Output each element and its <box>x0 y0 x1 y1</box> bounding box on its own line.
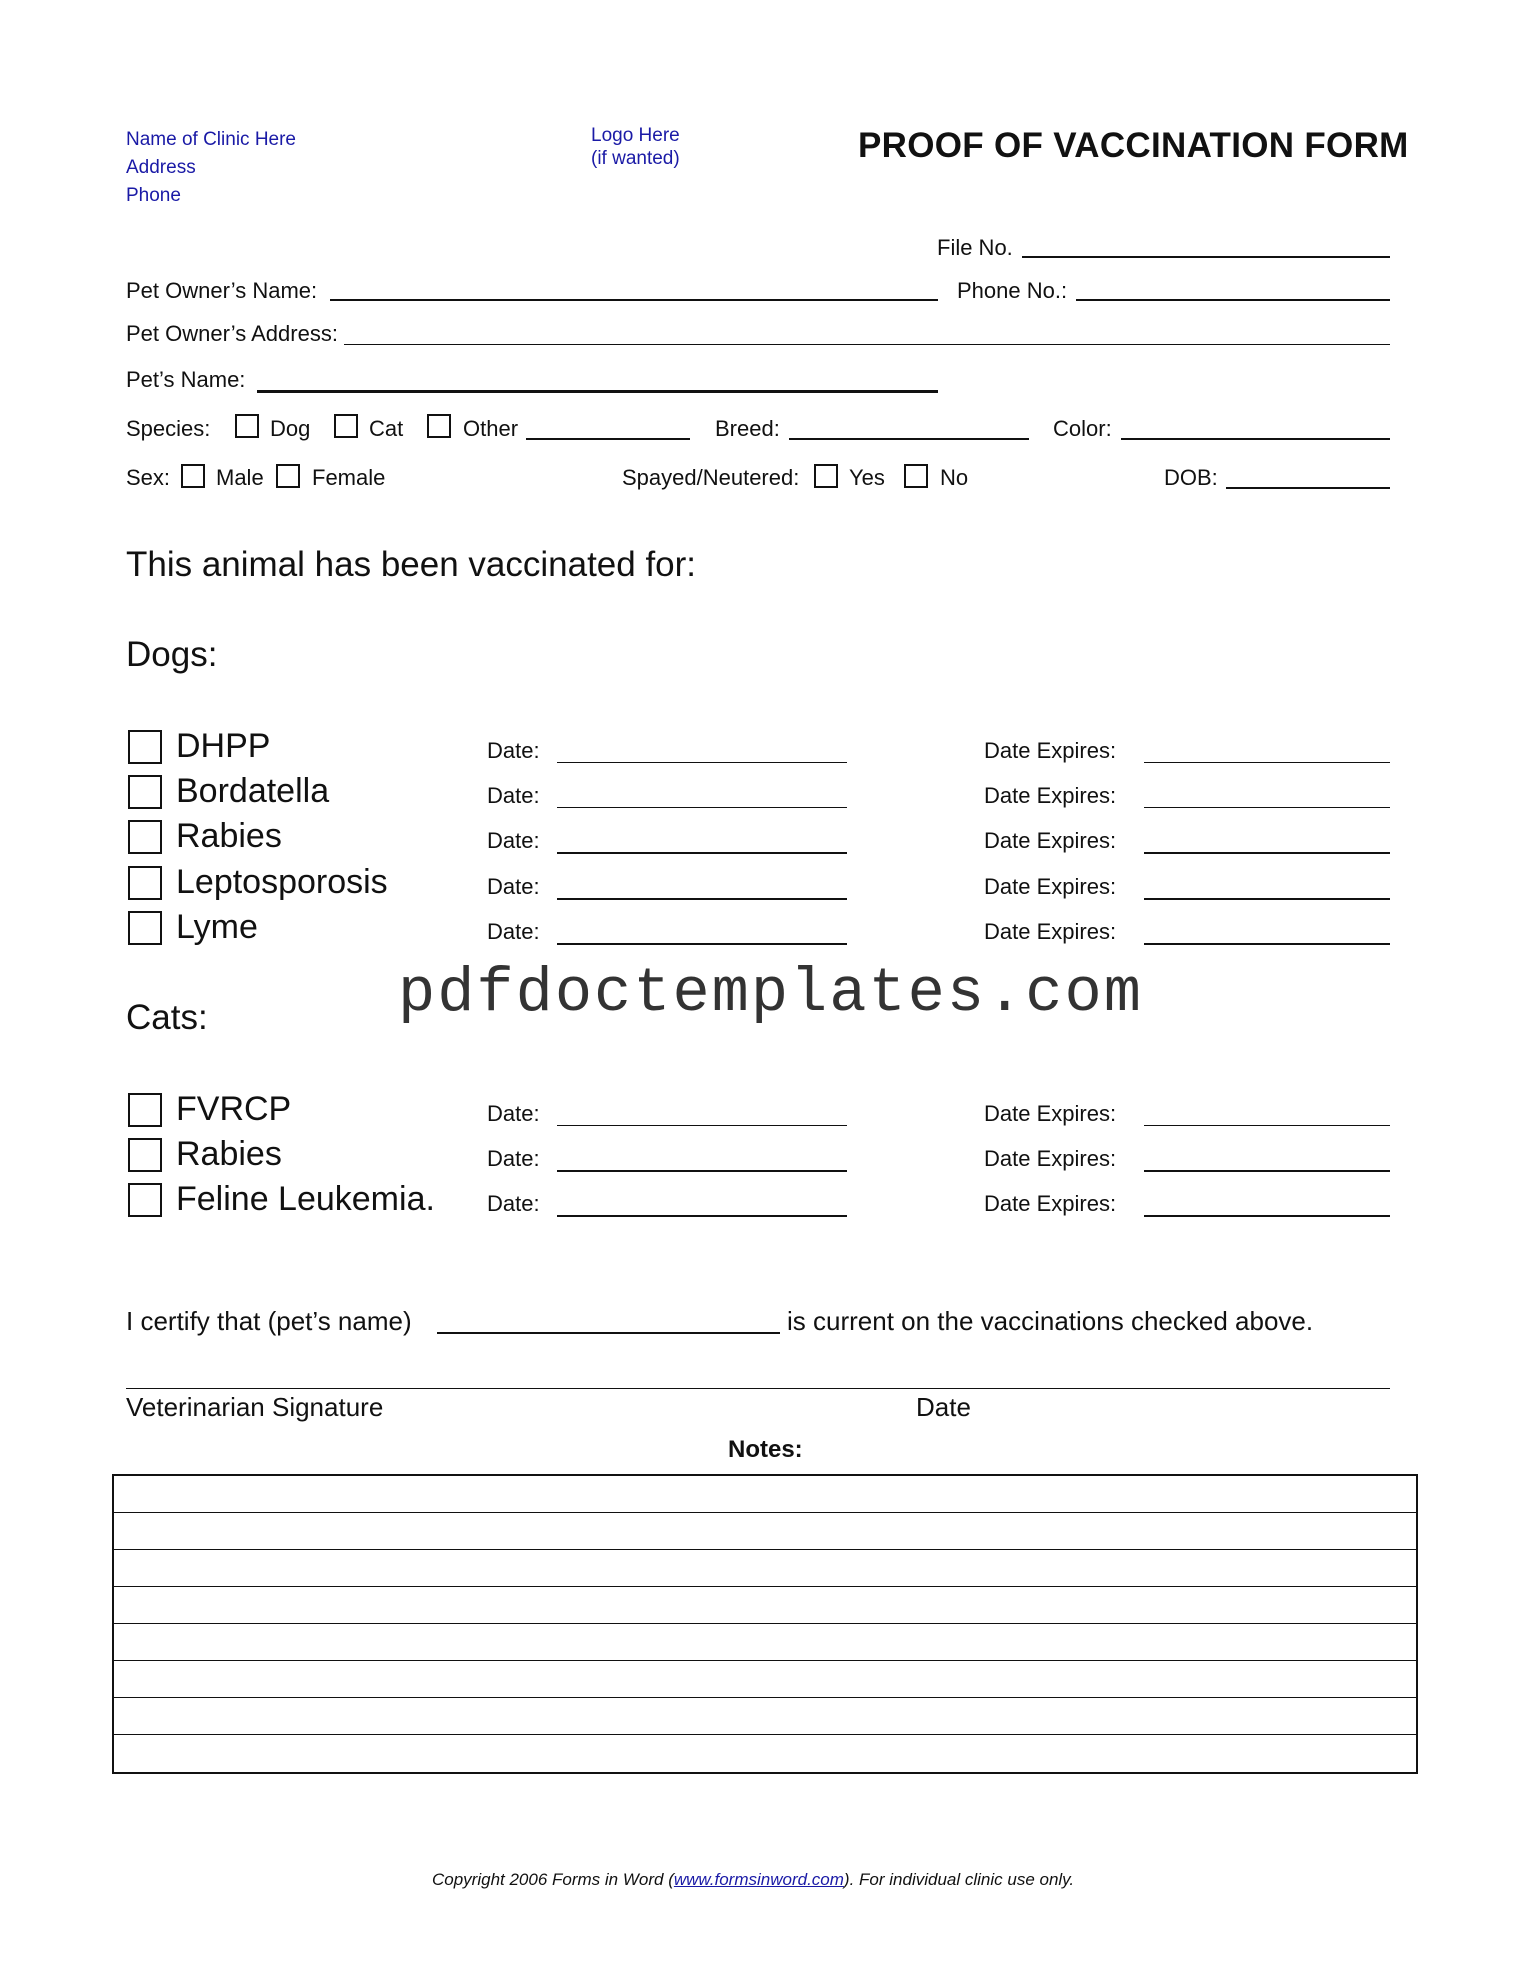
vaccine-expires-label: Date Expires: <box>984 828 1117 853</box>
cat-vaccine-checkbox[interactable] <box>128 1138 162 1172</box>
certify-pet-name-field[interactable] <box>437 1332 780 1334</box>
dog-vaccine-checkbox[interactable] <box>128 911 162 945</box>
signature-date-label: Date <box>916 1392 971 1422</box>
dog-vaccine-checkbox[interactable] <box>128 866 162 900</box>
notes-row[interactable] <box>114 1661 1416 1698</box>
cats-heading: Cats: <box>126 998 208 1037</box>
vaccine-expires-label: Date Expires: <box>984 1101 1117 1126</box>
species-cat-label: Cat <box>369 416 404 441</box>
sex-female-label: Female <box>312 465 386 490</box>
vaccine-expires-label: Date Expires: <box>984 783 1117 808</box>
cat-vaccine-checkbox[interactable] <box>128 1183 162 1217</box>
vaccine-date-field[interactable] <box>557 762 847 763</box>
sex-label: Sex: <box>126 465 171 490</box>
sex-female-checkbox[interactable] <box>276 464 300 488</box>
dob-label: DOB: <box>1164 465 1218 490</box>
logo-line-1: Logo Here <box>591 125 680 146</box>
dog-vaccine-name: Bordatella <box>176 772 330 810</box>
dog-vaccine-name: Lyme <box>176 908 258 946</box>
certify-text-after: is current on the vaccinations checked above. <box>787 1306 1314 1336</box>
logo-line-2: (if wanted) <box>591 148 680 169</box>
notes-row[interactable] <box>114 1587 1416 1624</box>
vaccine-expires-field[interactable] <box>1144 1215 1390 1217</box>
watermark: pdfdoctemplates.com <box>398 958 1143 1029</box>
notes-row[interactable] <box>114 1513 1416 1550</box>
dog-vaccine-name: Leptosporosis <box>176 863 388 901</box>
owner-address-label: Pet Owner’s Address: <box>126 321 338 346</box>
spayed-label: Spayed/Neutered: <box>622 465 800 490</box>
spayed-no-label: No <box>940 465 969 490</box>
vaccine-expires-field[interactable] <box>1144 762 1390 763</box>
vaccine-date-field[interactable] <box>557 807 847 808</box>
spayed-yes-checkbox[interactable] <box>814 464 838 488</box>
notes-row[interactable] <box>114 1476 1416 1513</box>
dog-vaccine-checkbox[interactable] <box>128 820 162 854</box>
vaccinated-heading: This animal has been vaccinated for: <box>126 545 697 584</box>
file-no-label: File No. <box>937 235 1013 260</box>
vaccine-expires-label: Date Expires: <box>984 738 1117 763</box>
species-dog-checkbox[interactable] <box>235 414 259 438</box>
vaccine-date-label: Date: <box>487 828 540 853</box>
species-label: Species: <box>126 416 211 441</box>
vet-signature-label: Veterinarian Signature <box>126 1392 384 1422</box>
sex-male-checkbox[interactable] <box>181 464 205 488</box>
file-no-field[interactable] <box>1022 256 1390 258</box>
owner-address-field[interactable] <box>344 344 1390 345</box>
pet-name-label: Pet’s Name: <box>126 367 246 392</box>
dob-field[interactable] <box>1226 487 1390 489</box>
vaccine-date-field[interactable] <box>557 1215 847 1217</box>
vaccine-expires-field[interactable] <box>1144 898 1390 900</box>
vaccine-expires-label: Date Expires: <box>984 919 1117 944</box>
vaccine-date-label: Date: <box>487 783 540 808</box>
vaccine-expires-field[interactable] <box>1144 943 1390 945</box>
owner-name-field[interactable] <box>330 299 938 301</box>
breed-label: Breed: <box>715 416 780 441</box>
owner-name-label: Pet Owner’s Name: <box>126 278 318 303</box>
phone-no-label: Phone No.: <box>957 278 1068 303</box>
pet-name-field[interactable] <box>257 390 938 393</box>
vaccine-expires-label: Date Expires: <box>984 1146 1117 1171</box>
footer-link[interactable]: www.formsinword.com <box>673 1870 844 1889</box>
vaccine-date-label: Date: <box>487 1191 540 1216</box>
notes-row[interactable] <box>114 1698 1416 1735</box>
species-other-field[interactable] <box>526 438 690 440</box>
cat-vaccine-name: Feline Leukemia. <box>176 1180 435 1218</box>
dog-vaccine-checkbox[interactable] <box>128 775 162 809</box>
vaccine-expires-field[interactable] <box>1144 1125 1390 1126</box>
footer-text-before: Copyright 2006 Forms in Word ( <box>432 1870 674 1889</box>
species-other-label: Other <box>463 416 519 441</box>
notes-row[interactable] <box>114 1624 1416 1661</box>
breed-field[interactable] <box>789 438 1029 440</box>
sex-male-label: Male <box>216 465 264 490</box>
clinic-name: Name of Clinic Here <box>126 129 296 150</box>
vaccine-expires-label: Date Expires: <box>984 1191 1117 1216</box>
notes-row[interactable] <box>114 1735 1416 1772</box>
form-title: PROOF OF VACCINATION FORM <box>858 126 1409 165</box>
footer-text-after: ). For individual clinic use only. <box>843 1870 1075 1889</box>
phone-no-field[interactable] <box>1076 299 1390 301</box>
notes-row[interactable] <box>114 1550 1416 1587</box>
vaccine-date-label: Date: <box>487 874 540 899</box>
signature-line[interactable] <box>126 1388 1390 1389</box>
cat-vaccine-name: FVRCP <box>176 1090 292 1128</box>
vaccine-date-label: Date: <box>487 738 540 763</box>
dog-vaccine-checkbox[interactable] <box>128 730 162 764</box>
vaccine-expires-field[interactable] <box>1144 852 1390 854</box>
footer <box>432 1870 1074 1890</box>
vaccine-date-field[interactable] <box>557 943 847 945</box>
vaccine-date-label: Date: <box>487 1101 540 1126</box>
color-label: Color: <box>1053 416 1112 441</box>
notes-label: Notes: <box>728 1436 803 1463</box>
vaccine-expires-label: Date Expires: <box>984 874 1117 899</box>
vaccine-expires-field[interactable] <box>1144 807 1390 808</box>
species-other-checkbox[interactable] <box>427 414 451 438</box>
dog-vaccine-name: Rabies <box>176 817 282 855</box>
dogs-heading: Dogs: <box>126 635 218 674</box>
logo-placeholder <box>591 124 680 170</box>
vaccine-date-field[interactable] <box>557 898 847 900</box>
vaccine-date-label: Date: <box>487 1146 540 1171</box>
cat-vaccine-name: Rabies <box>176 1135 282 1173</box>
species-cat-checkbox[interactable] <box>334 414 358 438</box>
clinic-address: Address <box>126 157 196 178</box>
species-dog-label: Dog <box>270 416 311 441</box>
dog-vaccine-name: DHPP <box>176 727 271 765</box>
clinic-block <box>126 126 296 210</box>
vaccine-date-field[interactable] <box>557 852 847 854</box>
certify-text-before: I certify that (pet’s name) <box>126 1306 412 1336</box>
vaccine-expires-field[interactable] <box>1144 1170 1390 1172</box>
color-field[interactable] <box>1121 438 1390 440</box>
vaccine-date-field[interactable] <box>557 1170 847 1172</box>
vaccine-date-label: Date: <box>487 919 540 944</box>
cat-vaccine-checkbox[interactable] <box>128 1093 162 1127</box>
notes-table[interactable] <box>112 1474 1418 1774</box>
spayed-yes-label: Yes <box>849 465 885 490</box>
vaccine-date-field[interactable] <box>557 1125 847 1126</box>
clinic-phone: Phone <box>126 185 181 206</box>
spayed-no-checkbox[interactable] <box>904 464 928 488</box>
